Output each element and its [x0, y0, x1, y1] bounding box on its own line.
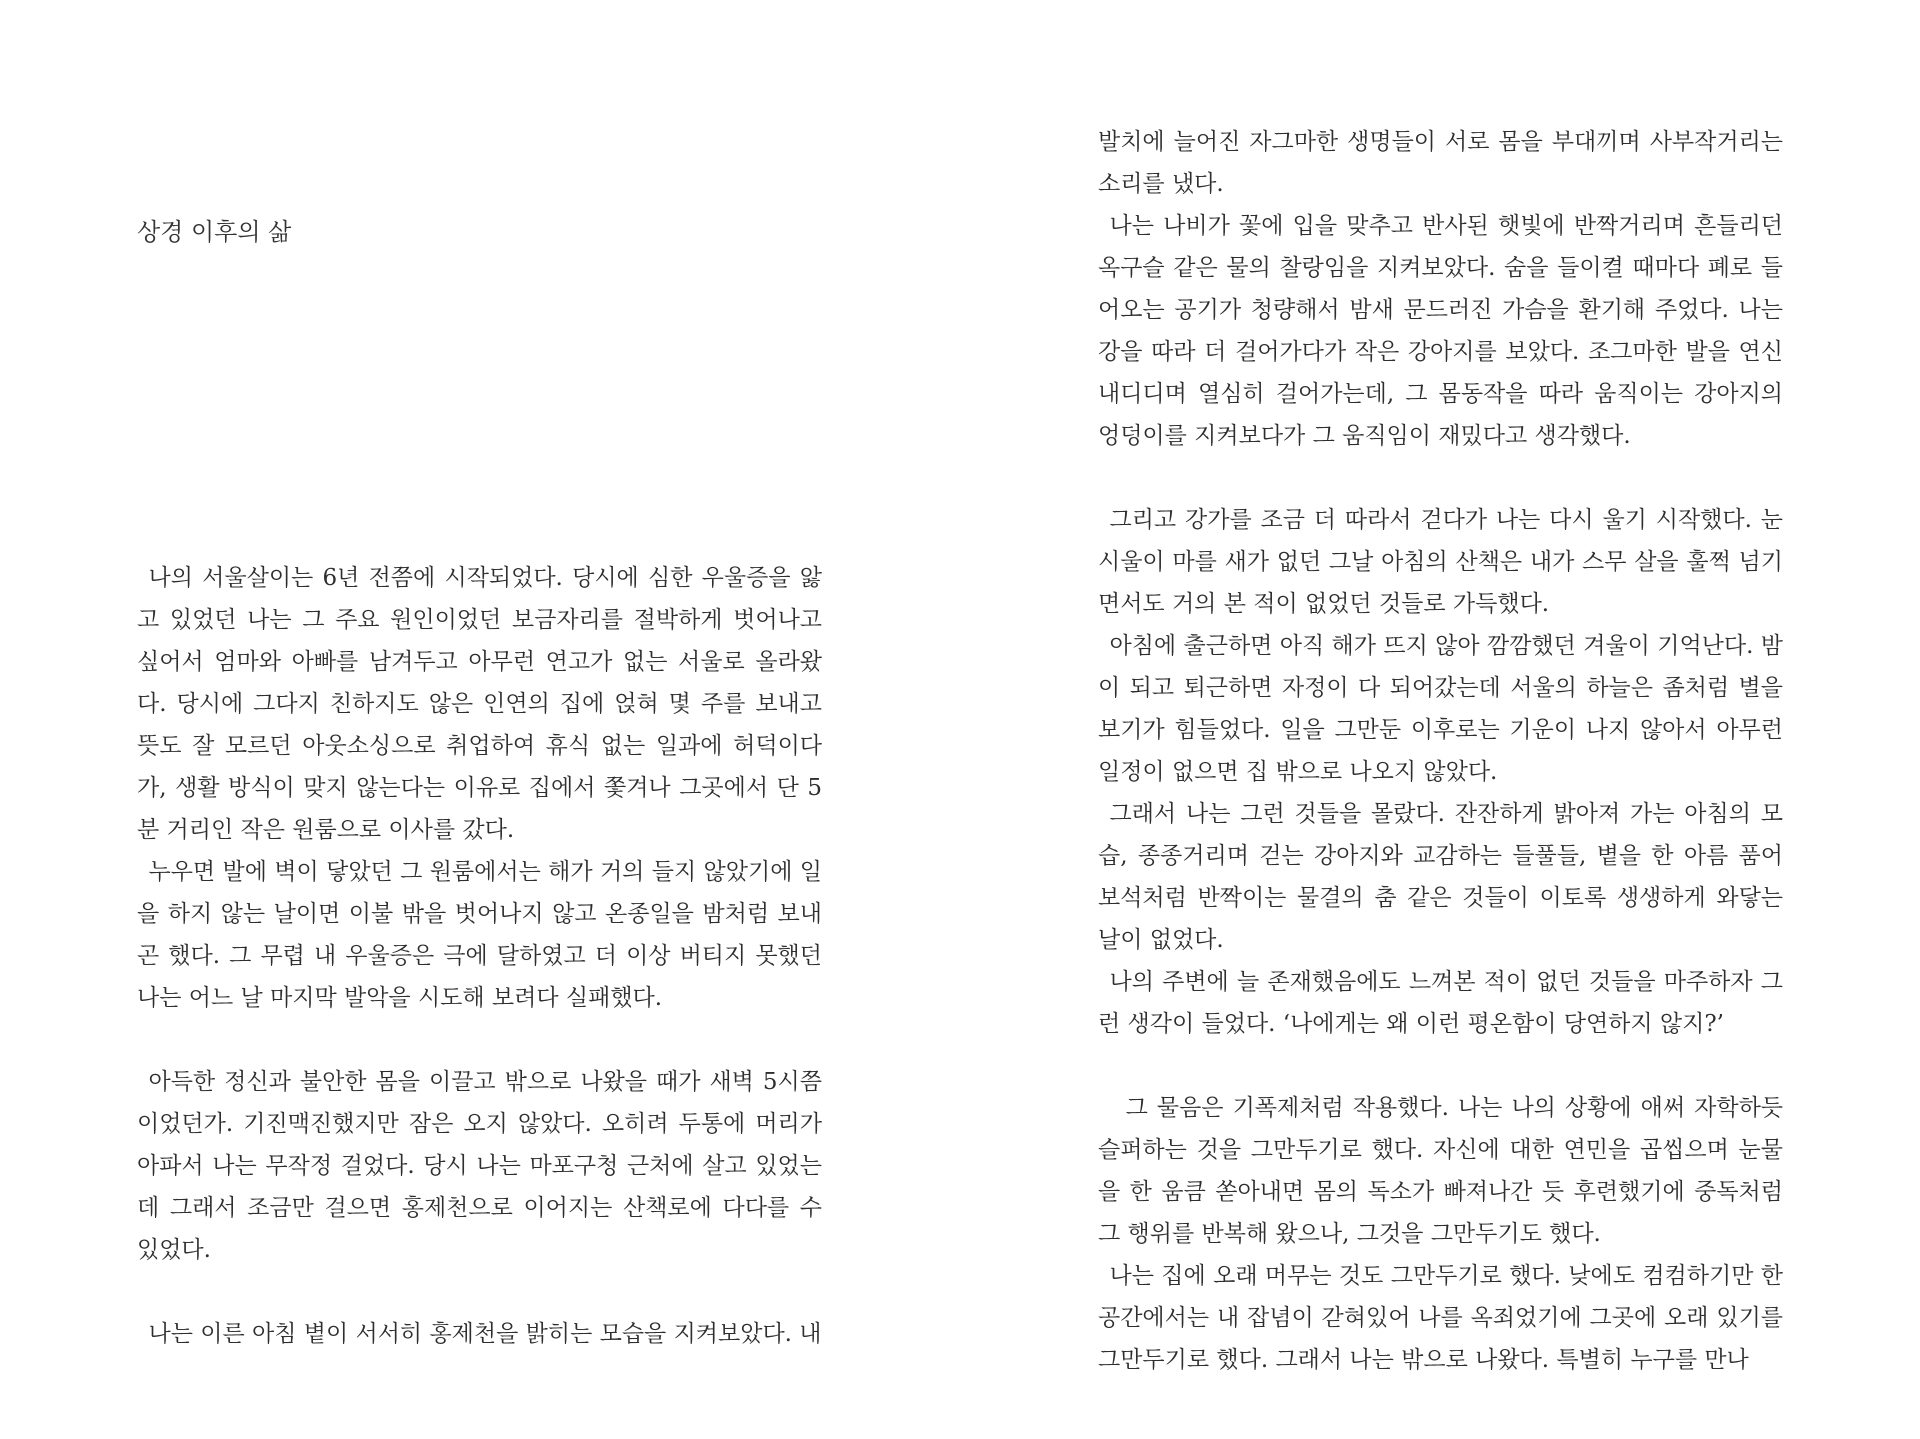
paragraph: 그래서 나는 그런 것들을 몰랐다. 잔잔하게 밝아져 가는 아침의 모습, 종종거리며 걷는 강아지와 교감하는 들풀들, 볕을 한 아름 품어 보석처럼 반짝이는 물결의 춤 같은 것들이 이토록 생생하게 와닿는 날이 없었다.: [1098, 801, 1783, 953]
paragraph: 누우면 발에 벽이 닿았던 그 원룸에서는 해가 거의 들지 않았기에 일을 하지 않는 날이면 이불 밖을 벗어나지 않고 온종일을 밤처럼 보내곤 했다. 그 무렵 내 우울증은 극에 달하였고 더 이상 버티지 못했던 나는 어느 날 마지막 발악을 시도해 보려다 실패했다.: [137, 859, 822, 1011]
left-page-body: [137, 557, 822, 1355]
paragraph: 아침에 출근하면 아직 해가 뜨지 않아 깜깜했던 겨울이 기억난다. 밤이 되고 퇴근하면 자정이 다 되어갔는데 서울의 하늘은 좀처럼 별을 보기가 힘들었다. 일을 그만둔 이후로는 기운이 나지 않아서 아무런 일정이 없으면 집 밖으로 나오지 않았다.: [1098, 633, 1783, 785]
paragraph: 아득한 정신과 불안한 몸을 이끌고 밖으로 나왔을 때가 새벽 5시쯤이었던가. 기진맥진했지만 잠은 오지 않았다. 오히려 두통에 머리가 아파서 나는 무작정 걸었다. 당시 나는 마포구청 근처에 살고 있었는데 그래서 조금만 걸으면 홍제천으로 이어지는 산책로에 다다를 수 있었다.: [137, 1069, 822, 1263]
paragraph: 나는 집에 오래 머무는 것도 그만두기로 했다. 낮에도 컴컴하기만 한 공간에서는 내 잡념이 갇혀있어 나를 옥죄었기에 그곳에 오래 있기를 그만두기로 했다. 그래서 나는 밖으로 나왔다. 특별히 누구를 만나: [1098, 1263, 1783, 1373]
paragraph: 그리고 강가를 조금 더 따라서 걷다가 나는 다시 울기 시작했다. 눈시울이 마를 새가 없던 그날 아침의 산책은 내가 스무 살을 훌쩍 넘기면서도 거의 본 적이 없었던 것들로 가득했다.: [1098, 507, 1783, 617]
paragraph: 나는 나비가 꽃에 입을 맞추고 반사된 햇빛에 반짝거리며 흔들리던 옥구슬 같은 물의 찰랑임을 지켜보았다. 숨을 들이켤 때마다 폐로 들어오는 공기가 청량해서 밤새 문드러진 가슴을 환기해 주었다. 나는 강을 따라 더 걸어가다가 작은 강아지를 보았다. 조그마한 발을 연신 내디디며 열심히 걸어가는데, 그 몸동작을 따라 움직이는 강아지의 엉덩이를 지켜보다가 그 움직임이 재밌다고 생각했다.: [1098, 213, 1783, 449]
paragraph: 나는 이른 아침 볕이 서서히 홍제천을 밝히는 모습을 지켜보았다. 내: [148, 1321, 822, 1347]
right-page-body: [1098, 121, 1783, 1381]
right-page: [960, 0, 1920, 1439]
paragraph: 발치에 늘어진 자그마한 생명들이 서로 몸을 부대끼며 사부작거리는 소리를 냈다.: [1098, 129, 1784, 197]
paragraph: 나의 서울살이는 6년 전쯤에 시작되었다. 당시에 심한 우울증을 앓고 있었던 나는 그 주요 원인이었던 보금자리를 절박하게 벗어나고 싶어서 엄마와 아빠를 남겨두고 아무런 연고가 없는 서울로 올라왔다. 당시에 그다지 친하지도 않은 인연의 집에 얹혀 몇 주를 보내고 뜻도 잘 모르던 아웃소싱으로 취업하여 휴식 없는 일과에 허덕이다가, 생활 방식이 맞지 않는다는 이유로 집에서 쫓겨나 그곳에서 단 5분 거리인 작은 원룸으로 이사를 갔다.: [137, 565, 822, 843]
paragraph: 나의 주변에 늘 존재했음에도 느껴본 적이 없던 것들을 마주하자 그런 생각이 들었다. ‘나에게는 왜 이런 평온함이 당연하지 않지?’: [1098, 969, 1783, 1037]
chapter-title: 상경 이후의 삶: [137, 218, 292, 246]
paragraph: 그 물음은 기폭제처럼 작용했다. 나는 나의 상황에 애써 자학하듯 슬퍼하는 것을 그만두기로 했다. 자신에 대한 연민을 곱씹으며 눈물을 한 움큼 쏟아내면 몸의 독소가 빠져나간 듯 후련했기에 중독처럼 그 행위를 반복해 왔으나, 그것을 그만두기도 했다.: [1098, 1095, 1783, 1247]
